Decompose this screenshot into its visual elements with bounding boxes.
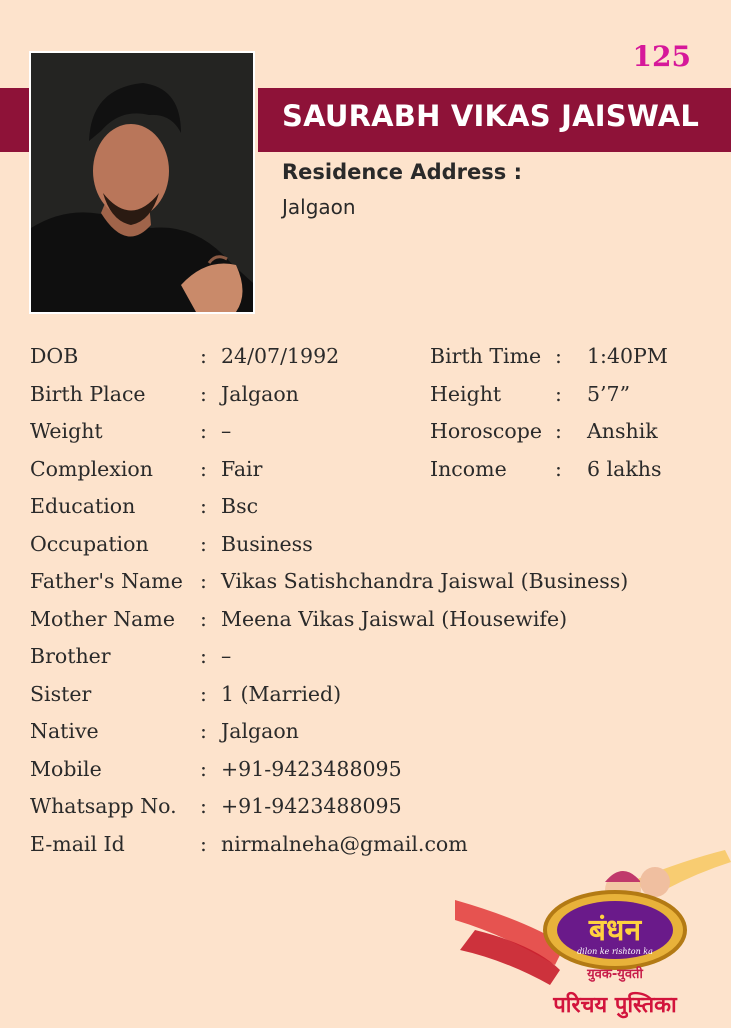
detail-value: Jalgaon <box>221 381 299 406</box>
detail-colon: : <box>200 644 207 668</box>
detail-row <box>30 451 710 489</box>
logo-main-text: बंधन <box>588 913 642 948</box>
residence-value: Jalgaon <box>282 195 356 219</box>
detail-value: – <box>221 644 232 668</box>
detail-colon: : <box>200 531 207 556</box>
detail-colon: : <box>200 494 207 518</box>
detail-label-right: Height <box>430 381 502 406</box>
detail-row <box>30 526 710 564</box>
detail-row <box>30 563 710 601</box>
detail-value: +91-9423488095 <box>221 756 402 781</box>
detail-label: Birth Place <box>30 381 146 406</box>
detail-colon: : <box>200 794 207 818</box>
person-portrait <box>31 53 253 312</box>
detail-label: Education <box>30 494 136 518</box>
detail-colon-right: : <box>555 419 562 443</box>
detail-colon-right: : <box>555 456 562 481</box>
detail-row <box>30 788 710 826</box>
logo-emblem <box>455 850 731 1024</box>
detail-label: Complexion <box>30 456 153 481</box>
detail-value: 24/07/1992 <box>221 344 340 368</box>
detail-colon-right: : <box>555 381 562 406</box>
detail-row <box>30 713 710 751</box>
detail-label: Weight <box>30 419 103 443</box>
detail-value: Fair <box>221 456 263 481</box>
detail-value: Jalgaon <box>221 719 299 743</box>
detail-label-right: Income <box>430 456 507 481</box>
detail-value: nirmalneha@gmail.com <box>221 831 468 856</box>
detail-row <box>30 638 710 676</box>
detail-colon: : <box>200 681 207 706</box>
detail-label: Whatsapp No. <box>30 794 177 818</box>
detail-label: Father's Name <box>30 569 183 593</box>
profile-name: SAURABH VIKAS JAISWAL <box>282 99 700 133</box>
logo-sub-text: युवक-युवती <box>587 967 643 982</box>
detail-value: – <box>221 419 232 443</box>
detail-colon: : <box>200 381 207 406</box>
residence-label: Residence Address : <box>282 160 522 184</box>
detail-value: Vikas Satishchandra Jaiswal (Business) <box>221 569 629 593</box>
detail-value: Business <box>221 531 313 556</box>
detail-label-right: Birth Time <box>430 344 542 368</box>
page-number: 125 <box>632 40 691 73</box>
detail-label: Occupation <box>30 531 149 556</box>
detail-label: DOB <box>30 344 79 368</box>
detail-colon: : <box>200 456 207 481</box>
detail-label: Sister <box>30 681 92 706</box>
detail-value-right: 5’7” <box>587 381 631 406</box>
detail-colon: : <box>200 719 207 743</box>
detail-colon: : <box>200 831 207 856</box>
detail-label: Mother Name <box>30 606 175 631</box>
details-list <box>30 338 710 863</box>
detail-value: Bsc <box>221 494 259 518</box>
detail-label: Native <box>30 719 99 743</box>
detail-label-right: Horoscope <box>430 419 542 443</box>
detail-label: E-mail Id <box>30 831 125 856</box>
detail-label: Mobile <box>30 756 102 781</box>
detail-row <box>30 488 710 526</box>
detail-value: Meena Vikas Jaiswal (Housewife) <box>221 606 568 631</box>
detail-colon-right: : <box>555 344 562 368</box>
detail-label: Brother <box>30 644 111 668</box>
detail-row <box>30 376 710 414</box>
detail-colon: : <box>200 344 207 368</box>
detail-value-right: Anshik <box>587 419 658 443</box>
logo-bottom-text: परिचय पुस्तिका <box>553 993 677 1018</box>
detail-value: +91-9423488095 <box>221 794 402 818</box>
detail-row <box>30 751 710 789</box>
name-banner-left <box>0 88 30 152</box>
profile-photo <box>29 51 255 314</box>
detail-colon: : <box>200 756 207 781</box>
detail-row <box>30 338 710 376</box>
detail-value-right: 6 lakhs <box>587 456 662 481</box>
detail-row <box>30 413 710 451</box>
detail-colon: : <box>200 606 207 631</box>
detail-colon: : <box>200 569 207 593</box>
detail-colon: : <box>200 419 207 443</box>
detail-value: 1 (Married) <box>221 681 342 706</box>
detail-row <box>30 601 710 639</box>
detail-row <box>30 676 710 714</box>
detail-value-right: 1:40PM <box>587 344 668 368</box>
bandhan-logo <box>455 850 731 1024</box>
logo-tagline: dilon ke rishton ka <box>577 947 653 956</box>
